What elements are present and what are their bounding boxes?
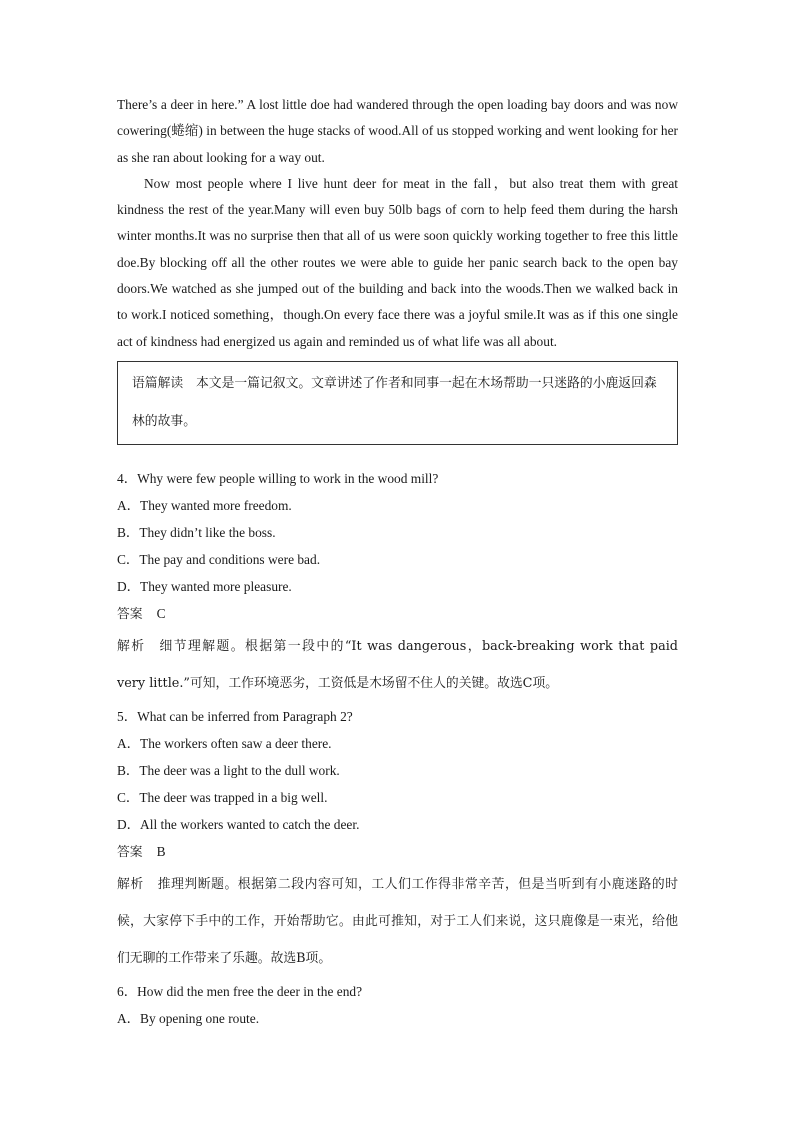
answer-value: B xyxy=(156,843,166,859)
option-b: B．They didn’t like the boss. xyxy=(117,524,276,540)
analysis-paragraph xyxy=(117,628,678,702)
option-b: B．The deer was a light to the dull work. xyxy=(117,762,340,778)
analysis-text: 推理判断题。根据第二段内容可知，工人们工作得非常辛苦，但是当听到有小鹿迷路的时候，大家停下手中的工作，开始帮助它。由此可推知，对于工人们来说，这只鹿像是一束光，给他们无聊的工作带来了乐趣。故选B项。 xyxy=(117,876,679,966)
question-6 xyxy=(117,978,678,1032)
passage-summary-text: 语篇解读 本文是一篇记叙文。文章讲述了作者和同事一起在木场帮助一只迷路的小鹿返回森林的故事。 xyxy=(132,375,657,429)
question-stem: 6．How did the men free the deer in the end? xyxy=(117,983,363,999)
question-4 xyxy=(117,465,678,702)
analysis-label: 解析 xyxy=(117,876,144,892)
passage-paragraph-2: Now most people where I live hunt deer for meat in the fall，but also treat them with great kindness the rest of the year.Many will even buy 50lb bags of corn to help feed them during the harsh winter months.It was no surprise then that all of us were soon quickly working together to free this little doe.By blocking off all the other routes we were able to guide her panic search back to the open bay doors.We watched as she jumped out of the building and back into the woods.Then we walked back in to work.I noticed something，though.On every face there was a joyful smile.It was as if this one single act of kindness had energized us again and reminded us of what life was all about. xyxy=(117,175,678,349)
analysis-label: 解析 xyxy=(117,638,146,654)
answer-line xyxy=(117,600,678,628)
option-d: D．They wanted more pleasure. xyxy=(117,578,292,594)
analysis-text: 细节理解题。根据第一段中的“It was dangerous，back-breaking work that paid very little.”可知，工作环境恶劣，工资低是木场留不住人的关键。故选C项。 xyxy=(117,638,678,691)
document-page xyxy=(117,92,678,1032)
option-a: A．They wanted more freedom. xyxy=(117,497,292,513)
answer-label: 答案 xyxy=(117,606,143,622)
answer-label: 答案 xyxy=(117,844,143,860)
passage-paragraph-1: There’s a deer in here.” A lost little doe had wandered through the open loading bay doors and was now cowering(蜷缩) in between the huge stacks of wood.All of us stopped working and went looking for her as she ran about looking for a way out. xyxy=(117,97,678,165)
option-a: A．The workers often saw a deer there. xyxy=(117,735,332,751)
analysis-paragraph xyxy=(117,866,678,977)
option-c: C．The deer was trapped in a big well. xyxy=(117,789,328,805)
answer-value: C xyxy=(156,605,166,621)
question-5 xyxy=(117,703,678,977)
option-d: D．All the workers wanted to catch the deer. xyxy=(117,816,360,832)
question-stem: 5．What can be inferred from Paragraph 2? xyxy=(117,708,353,724)
passage-summary-box xyxy=(117,361,678,445)
question-stem: 4．Why were few people willing to work in the wood mill? xyxy=(117,470,439,486)
option-c: C．The pay and conditions were bad. xyxy=(117,551,321,567)
answer-line xyxy=(117,838,678,866)
option-a: A．By opening one route. xyxy=(117,1010,260,1026)
